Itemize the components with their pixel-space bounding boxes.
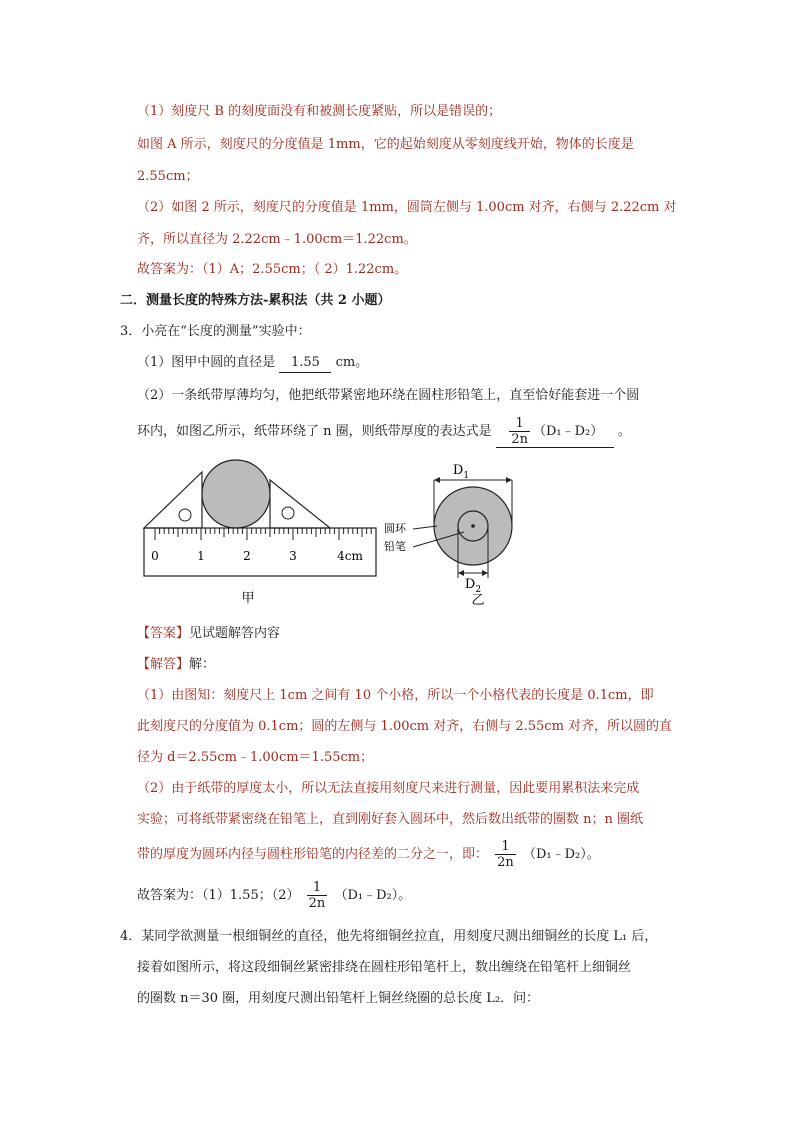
q4-line-3: 的圈数 n＝30 圈，用刻度尺测出铅笔杆上铜丝绕圈的总长度 L₂．问： [137, 991, 540, 1006]
q3-final-answer [137, 880, 411, 911]
q3-solution-2-line3 [137, 839, 600, 870]
q3-solution-1-line3: 径为 d＝2.55cm﹣1.00cm＝1.55cm； [137, 750, 374, 765]
q3-figures [130, 452, 530, 612]
q3-solution-heading [137, 656, 215, 674]
d1-arrow-right [506, 477, 512, 483]
prev-solution-line-3: 2.55cm； [137, 169, 199, 184]
fraction-numerator: 1 [509, 416, 530, 432]
prev-solution-line-5: 齐，所以直径为 2.22cm﹣1.00cm＝1.22cm。 [137, 232, 417, 247]
prev-solution-line-2: 如图 A 所示，刻度尺的分度值是 1mm，它的起始刻度从零刻度线开始，物体的长度是 [137, 137, 634, 152]
solution-fraction [495, 839, 516, 870]
d2-arrow-left [458, 570, 464, 576]
answer-tag: 【答案】 [137, 626, 190, 641]
q4-line-2: 接着如图所示，将这段细铜丝紧密排绕在圆柱形铅笔杆上，数出缠绕在铅笔杆上细铜丝 [137, 960, 632, 975]
fraction-denominator: 2n [308, 896, 326, 911]
prev-solution-line-4: （2）如图 2 所示，刻度尺的分度值是 1mm，圆筒左侧与 1.00cm 对齐，右侧与 2.22cm 对 [137, 200, 677, 215]
fraction-denominator: 2n [511, 432, 528, 447]
q3-solution-1-line1: （1）由图知：刻度尺上 1cm 之间有 10 个小格，所以一个小格代表的长度是 0.1cm，即 [137, 688, 654, 703]
final-answer-post: （D₁﹣D₂）。 [334, 888, 412, 903]
q3-part2-end: 。 [617, 424, 631, 439]
q3-solution-2-line1: （2）由于纸带的厚度太小，所以无法直接用刻度尺来进行测量，因此要用累积法来完成 [137, 781, 640, 796]
final-fraction [307, 880, 328, 911]
figure-label-jia: 甲 [241, 591, 255, 606]
q3-answer-fraction [509, 416, 530, 447]
ruler-label-3: 3 [289, 549, 297, 563]
q3-part2-line1-text: （2）一条纸带厚薄均匀，他把纸带紧密地环绕在圆柱形铅笔上，直至恰好能套进一个圆 [137, 388, 640, 403]
d1-arrow-left [434, 477, 440, 483]
label-d1: $D_1$ [452, 463, 470, 481]
figure-jia [144, 460, 376, 606]
label-d2: $D_2$ [464, 577, 482, 595]
q3-part2-answer-blank [496, 416, 614, 448]
ruler-label-4cm: 4cm [337, 549, 363, 563]
solution-tag: 【解答】 [137, 657, 190, 672]
right-triangle [270, 480, 330, 528]
d2-arrow-right [482, 570, 488, 576]
section-title: 二．测量长度的特殊方法-累积法（共 2 小题） [120, 293, 391, 308]
ruler-label-2: 2 [243, 549, 251, 563]
figure-label-yi: 乙 [471, 593, 485, 608]
q4-line-1: 4．某同学欲测量一根细铜丝的直径，他先将细铜丝拉直，用刻度尺测出细铜丝的长度 L₁ 后， [120, 929, 658, 944]
fraction-denominator: 2n [497, 855, 514, 870]
ruler-label-0: 0 [151, 549, 159, 563]
answer-text: 见试题解答内容 [189, 626, 281, 641]
ring-pointer [413, 526, 437, 529]
q3-part2-line2-pre: 环内，如图乙所示，纸带环绕了 n 圈，则纸带厚度的表达式是 [137, 424, 492, 439]
label-ring: 圆环 [384, 522, 406, 535]
q3-solution-1-line2: 此刻度尺的分度值为 0.1cm；圆的左侧与 1.00cm 对齐，右侧与 2.55cm 对齐，所以圆的直 [137, 719, 673, 734]
final-answer-pre: 故答案为：（1）1.55；（2） [137, 888, 300, 903]
ruler-label-1: 1 [197, 549, 205, 563]
fraction-numerator: 1 [495, 839, 516, 855]
center-dot [471, 524, 475, 528]
q3-part1-post: cm。 [335, 355, 369, 370]
ruler-ticks [155, 528, 371, 540]
q3-solution-2-line2: 实验；可将纸带紧密绕在铅笔上，直到刚好套入圆环中，然后数出纸带的圈数 n；n 圈纸 [137, 812, 644, 827]
q3-answer-expression: （D₁﹣D₂） [532, 424, 604, 439]
q3-solution-2-line3-pre: 带的厚度为圆环内径与圆柱形铅笔的内径差的二分之一，即： [137, 847, 489, 862]
q3-answer [137, 625, 280, 643]
q3-part1-pre: （1）图甲中圆的直径是 [137, 355, 276, 370]
label-pencil: 铅笔 [384, 540, 406, 553]
q3-part2-line2 [137, 416, 631, 448]
right-triangle-hole [282, 507, 294, 519]
left-triangle [144, 472, 202, 528]
prev-solution-answer: 故答案为：（1）A；2.55cm；（ 2）1.22cm。 [137, 262, 408, 277]
prev-solution-line-1: （1）刻度尺 B 的刻度面没有和被测长度紧贴，所以是错误的； [137, 104, 502, 119]
fraction-numerator: 1 [307, 880, 328, 896]
q3-stem: 3．小亮在“长度的测量”实验中： [120, 324, 311, 339]
left-triangle-hole [179, 509, 191, 521]
q3-part1 [137, 354, 368, 373]
solution-colon: 解： [189, 657, 216, 672]
q3-part1-answer: 1.55 [279, 354, 331, 373]
figure-yi [384, 463, 512, 608]
measured-circle [202, 460, 270, 528]
q3-solution-2-line3-post: （D₁﹣D₂）。 [522, 847, 600, 862]
